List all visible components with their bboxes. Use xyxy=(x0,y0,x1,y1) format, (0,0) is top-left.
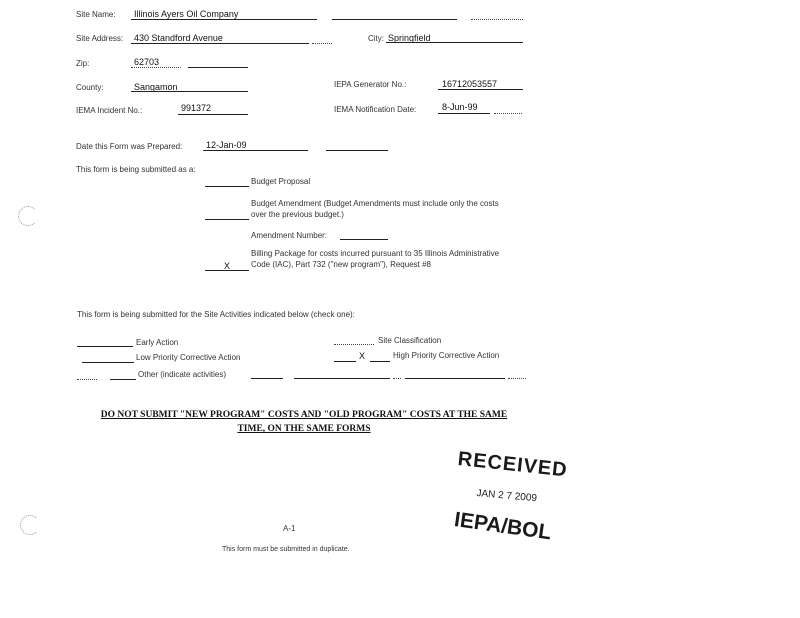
iepa-generator-label: IEPA Generator No.: xyxy=(334,80,407,89)
received-stamp-agency: IEPA/BOL xyxy=(452,508,553,545)
zip-value: 62703 xyxy=(134,57,160,67)
iema-incident-line xyxy=(178,114,248,115)
budget-amendment-label-2: over the previous budget.) xyxy=(251,210,344,219)
budget-amendment-checkbox-line[interactable] xyxy=(205,219,249,220)
site-name-label: Site Name: xyxy=(76,10,116,19)
program-warning-line-2: TIME, ON THE SAME FORMS xyxy=(237,424,371,434)
other-activities-line-5[interactable] xyxy=(508,378,526,379)
duplicate-note: This form must be submitted in duplicate. xyxy=(222,546,350,553)
site-activities-intro: This form is being submitted for the Site Activities indicated below (check one): xyxy=(77,310,355,319)
zip-label: Zip: xyxy=(76,59,90,68)
county-label: County: xyxy=(76,83,104,92)
site-address-label: Site Address: xyxy=(76,34,124,43)
site-name-line-2 xyxy=(332,19,457,20)
iema-incident-label: IEMA Incident No.: xyxy=(76,106,143,115)
iema-notification-label: IEMA Notification Date: xyxy=(334,105,417,114)
site-name-line-3 xyxy=(471,19,523,20)
binder-hole-icon-top xyxy=(18,206,38,226)
iema-notification-line-tail xyxy=(494,113,522,114)
county-line xyxy=(131,91,248,92)
other-activities-line-1[interactable] xyxy=(251,378,283,379)
date-prepared-label: Date this Form was Prepared: xyxy=(76,142,183,151)
submitted-as-intro: This form is being submitted as a: xyxy=(76,165,196,174)
billing-package-label-2: Code (IAC), Part 732 ("new program"), Request #8 xyxy=(251,260,431,269)
low-priority-checkbox-line[interactable] xyxy=(82,362,134,363)
site-address-value: 430 Standford Avenue xyxy=(134,33,223,43)
date-prepared-value: 12-Jan-09 xyxy=(206,140,247,150)
early-action-label: Early Action xyxy=(136,338,179,347)
date-prepared-line-2 xyxy=(326,150,388,151)
high-priority-checkbox-line-2[interactable] xyxy=(370,361,390,362)
billing-package-checkbox-line[interactable] xyxy=(205,270,249,271)
budget-amendment-label-1: Budget Amendment (Budget Amendments must include only the costs xyxy=(251,199,499,208)
high-priority-check-mark: X xyxy=(359,351,366,361)
iema-incident-value: 991372 xyxy=(181,103,212,113)
low-priority-label: Low Priority Corrective Action xyxy=(136,353,241,362)
iepa-generator-line xyxy=(438,89,523,90)
amendment-number-label: Amendment Number: xyxy=(251,231,328,240)
zip-line xyxy=(131,67,181,68)
budget-proposal-label: Budget Proposal xyxy=(251,177,311,186)
iema-notification-line xyxy=(438,113,490,114)
other-activities-line-3[interactable] xyxy=(393,378,401,379)
site-name-value: Illinois Ayers Oil Company xyxy=(134,9,239,19)
county-value: Sangamon xyxy=(134,82,178,92)
other-label: Other (indicate activities) xyxy=(138,370,227,379)
high-priority-checkbox-line-1[interactable] xyxy=(334,361,356,362)
other-activities-line-2[interactable] xyxy=(294,378,390,379)
iepa-generator-value: 16712053557 xyxy=(442,79,498,89)
other-checkbox-line-2[interactable] xyxy=(110,379,136,380)
received-stamp-title: RECEIVED xyxy=(456,448,569,482)
iema-notification-value: 8-Jun-99 xyxy=(442,102,478,112)
site-address-line xyxy=(131,43,309,44)
site-name-line xyxy=(131,19,317,20)
page-number: A-1 xyxy=(283,524,296,533)
received-stamp-date: JAN 2 7 2009 xyxy=(476,488,538,505)
site-classification-label: Site Classification xyxy=(378,336,442,345)
binder-hole-icon-bottom xyxy=(20,515,40,535)
other-checkbox-line-1[interactable] xyxy=(77,379,97,380)
budget-proposal-checkbox-line[interactable] xyxy=(205,186,249,187)
billing-package-check-mark: X xyxy=(224,261,231,271)
date-prepared-line xyxy=(203,150,308,151)
amendment-number-line[interactable] xyxy=(340,239,388,240)
city-label: City: xyxy=(368,34,384,43)
site-classification-checkbox-line[interactable] xyxy=(334,344,374,345)
city-value: Springfield xyxy=(388,33,431,43)
program-warning-line-1: DO NOT SUBMIT "NEW PROGRAM" COSTS AND "OLD PROGRAM" COSTS AT THE SAME xyxy=(100,410,508,420)
zip-line-2 xyxy=(188,67,248,68)
site-address-line-tail xyxy=(312,43,332,44)
billing-package-label-1: Billing Package for costs incurred pursuant to 35 Illinois Administrative xyxy=(251,249,500,258)
high-priority-label: High Priority Corrective Action xyxy=(393,351,500,360)
early-action-checkbox-line[interactable] xyxy=(77,346,133,347)
city-line xyxy=(386,42,523,43)
other-activities-line-4[interactable] xyxy=(405,378,505,379)
